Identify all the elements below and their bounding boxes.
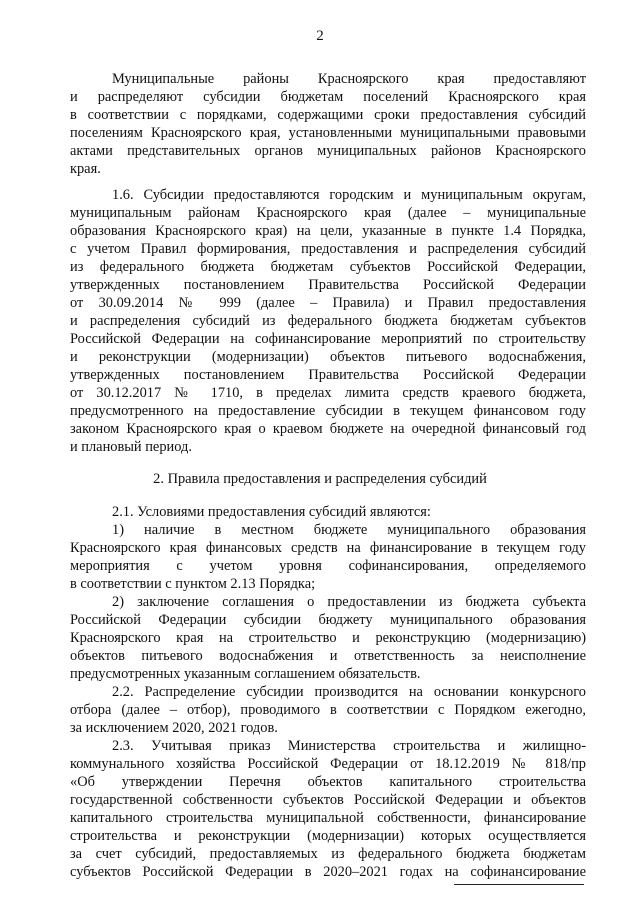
text-line: «Об утверждении Перечня объектов капитального строительства bbox=[70, 774, 586, 790]
text-line: 2.1. Условиями предоставления субсидий являются: bbox=[112, 504, 431, 520]
text-line: и плановый период. bbox=[70, 439, 192, 455]
text-line: муниципальным районам Красноярского края (далее – муниципальные bbox=[70, 205, 586, 221]
text-line: за счет субсидий, предоставляемых из федерального бюджета бюджетам bbox=[70, 846, 586, 862]
text-line: субъектов Российской Федерации в 2020–2021 годах на софинансирование bbox=[70, 864, 586, 880]
text-line: образования Красноярского края) на цели, указанные в пункте 1.4 Порядка, bbox=[70, 223, 586, 239]
text-line: 2) заключение соглашения о предоставлении из бюджета субъекта bbox=[112, 594, 586, 610]
text-line: в соответствии с пунктом 2.13 Порядка; bbox=[70, 576, 316, 592]
text-line: из федерального бюджета бюджетам субъектов Российской Федерации, bbox=[70, 259, 586, 275]
text-line: предусмотренного на предоставление субсидии в текущем финансовом году bbox=[70, 403, 586, 419]
text-line: строительства и реконструкции (модернизации) которых осуществляется bbox=[70, 828, 586, 844]
text-line: в соответствии с порядками, содержащими сроки предоставления субсидий bbox=[70, 107, 586, 123]
text-line: 1.6. Субсидии предоставляются городским и муниципальным округам, bbox=[112, 187, 586, 203]
text-line: объектов питьевого водоснабжения и ответственность за неисполнение bbox=[70, 648, 586, 664]
text-line: предусмотренных указанным соглашением обязательств. bbox=[70, 666, 421, 682]
text-line: и распределения субсидий из федерального бюджета бюджетам субъектов bbox=[70, 313, 586, 329]
text-line: Красноярского края на строительство и реконструкцию (модернизацию) bbox=[70, 630, 586, 646]
footer-rule bbox=[454, 884, 584, 885]
text-line: утвержденных постановлением Правительства Российской Федерации bbox=[70, 367, 586, 383]
text-line: Красноярского края финансовых средств на финансирование в текущем году bbox=[70, 540, 586, 556]
text-line: с учетом Правил формирования, предоставления и распределения субсидий bbox=[70, 241, 586, 257]
text-line: 2.3. Учитывая приказ Министерства строительства и жилищно- bbox=[112, 738, 586, 754]
section-heading: 2. Правила предоставления и распределения субсидий bbox=[153, 471, 487, 487]
text-line: Российской Федерации на софинансирование мероприятий по строительству bbox=[70, 331, 586, 347]
text-line: государственной собственности субъектов Российской Федерации и объектов bbox=[70, 792, 586, 808]
text-line: утвержденных постановлением Правительства Российской Федерации bbox=[70, 277, 586, 293]
text-line: капитального строительства муниципальной собственности, финансирование bbox=[70, 810, 586, 826]
text-line: Муниципальные районы Красноярского края предоставляют bbox=[112, 71, 586, 87]
text-line: и распределяют субсидии бюджетам поселений Красноярского края bbox=[70, 89, 586, 105]
text-line: коммунального хозяйства Российской Федерации от 18.12.2019 № 818/пр bbox=[70, 756, 586, 772]
text-line: за исключением 2020, 2021 годов. bbox=[70, 720, 278, 736]
text-line: актами представительных органов муниципальных районов Красноярского bbox=[70, 143, 586, 159]
text-line: Российской Федерации субсидии бюджету муниципального образования bbox=[70, 612, 586, 628]
text-line: отбора (далее – отбор), проводимого в соответствии с Порядком ежегодно, bbox=[70, 702, 586, 718]
text-line: 2.2. Распределение субсидии производится на основании конкурсного bbox=[112, 684, 586, 700]
page-number: 2 bbox=[316, 28, 324, 44]
text-line: законом Красноярского края о краевом бюджете на очередной финансовый год bbox=[70, 421, 586, 437]
text-line: от 30.09.2014 № 999 (далее – Правила) и Правил предоставления bbox=[70, 295, 586, 311]
text-line: 1) наличие в местном бюджете муниципального образования bbox=[112, 522, 586, 538]
text-line: поселениям Красноярского края, установленными муниципальными правовыми bbox=[70, 125, 586, 141]
text-line: мероприятия с учетом уровня софинансирования, определяемого bbox=[70, 558, 586, 574]
text-line: края. bbox=[70, 161, 101, 177]
text-line: и реконструкции (модернизации) объектов питьевого водоснабжения, bbox=[70, 349, 586, 365]
text-line: от 30.12.2017 № 1710, в пределах лимита средств краевого бюджета, bbox=[70, 385, 586, 401]
